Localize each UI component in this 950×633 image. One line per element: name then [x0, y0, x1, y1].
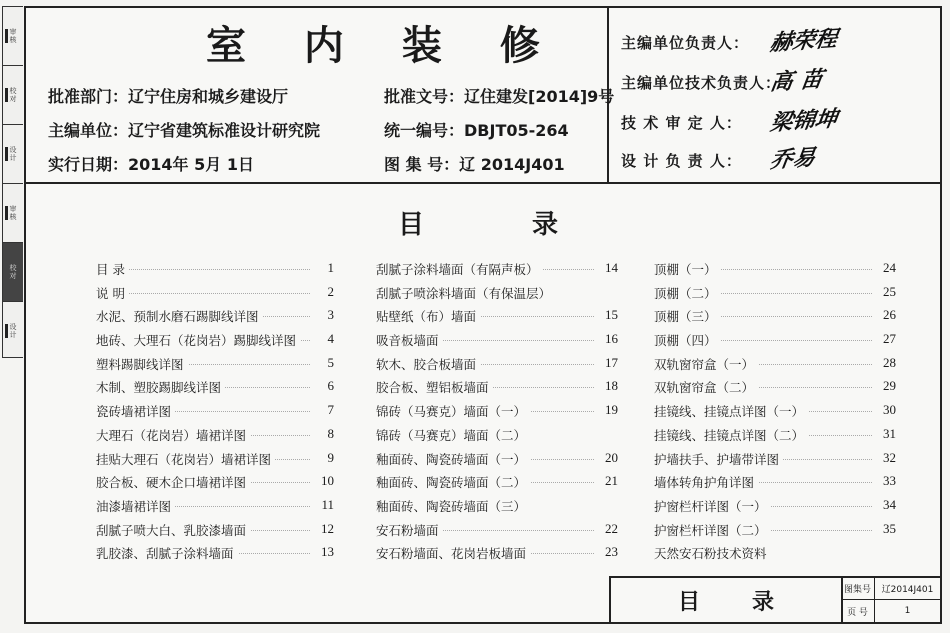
- unified-code: 统一编号：DBJT05-264: [384, 121, 569, 140]
- toc-entry-label: 锦砖（马赛克）墙面（一）: [376, 402, 530, 420]
- toc-entry[interactable]: [376, 544, 618, 568]
- toc-entry[interactable]: [96, 260, 334, 284]
- toc-entry-label: 大理石（花岗岩）墙裙详图: [96, 426, 250, 444]
- toc-entry-page: 6: [327, 378, 334, 394]
- toc-entry-label: 地砖、大理石（花岗岩）踢脚线详图: [96, 331, 300, 349]
- binding-strip: [2, 6, 23, 358]
- toc-entry[interactable]: [654, 331, 896, 355]
- document-title: 室 内 装 修: [206, 22, 562, 69]
- toc-entry-label: 目 录: [96, 260, 129, 278]
- toc-entry[interactable]: [654, 521, 896, 545]
- toc-entry[interactable]: [654, 402, 896, 426]
- toc-entry-page: 23: [605, 544, 618, 560]
- toc-entry-page: 17: [605, 354, 618, 370]
- toc-entry[interactable]: [96, 544, 334, 568]
- toc-entry[interactable]: [96, 426, 334, 450]
- toc-entry[interactable]: [654, 284, 896, 308]
- toc-column-2: [376, 260, 618, 568]
- toc-entry-page: 4: [327, 331, 334, 347]
- toc-entry-page: 22: [605, 520, 618, 536]
- toc-entry[interactable]: [96, 473, 334, 497]
- toc-entry[interactable]: [376, 450, 618, 474]
- toc-entry-page: 35: [883, 520, 896, 536]
- sidebar-cell: 设计: [3, 302, 23, 360]
- toc-entry[interactable]: [654, 307, 896, 331]
- toc-entry-label: 水泥、预制水磨石踢脚线详图: [96, 307, 263, 325]
- toc-entry[interactable]: [96, 284, 334, 308]
- toc-entry-label: 吸音板墙面: [376, 331, 443, 349]
- toc-entry-page: 34: [883, 496, 896, 512]
- toc-entry-page: 28: [883, 354, 896, 370]
- toc-entry-page: 15: [605, 307, 618, 323]
- toc-entry-label: 天然安石粉技术资料: [654, 544, 771, 562]
- toc-entry[interactable]: [376, 426, 618, 450]
- toc-entry-label: 胶合板、塑铝板墙面: [376, 378, 493, 396]
- handwritten-signature: 高 苗: [768, 66, 825, 96]
- toc-entry-label: 贴壁纸（布）墙面: [376, 307, 480, 325]
- toc-entry[interactable]: [96, 521, 334, 545]
- handwritten-signature: 梁锦坤: [768, 105, 840, 137]
- toc-entry-label: 顶棚（四）: [654, 331, 721, 349]
- sidebar-cell: 校对: [3, 243, 23, 302]
- toc-entry[interactable]: [96, 378, 334, 402]
- approval-header: [26, 8, 615, 184]
- toc-entry[interactable]: [376, 497, 618, 521]
- toc-entry-page: 31: [883, 425, 896, 441]
- toc-entry-label: 胶合板、硬木企口墙裙详图: [96, 473, 250, 491]
- toc-entry-page: 25: [883, 283, 896, 299]
- signature-row: 技 术 审 定 人： 梁锦坤: [621, 104, 837, 135]
- signature-row: 主编单位技术负责人：高 苗: [621, 64, 823, 95]
- toc-entry-page: 11: [321, 496, 334, 512]
- toc-entry-page: 20: [605, 449, 618, 465]
- toc-entry-page: 32: [883, 449, 896, 465]
- toc-entry[interactable]: [376, 355, 618, 379]
- toc-column-1: [96, 260, 334, 568]
- toc-entry-label: 安石粉墙面: [376, 521, 443, 539]
- toc-entry-page: 21: [605, 473, 618, 489]
- handwritten-signature: 乔易: [768, 144, 817, 174]
- toc-entry[interactable]: [376, 402, 618, 426]
- toc-entry-label: 顶棚（一）: [654, 260, 721, 278]
- toc-entry-page: 2: [327, 283, 334, 299]
- toc-entry[interactable]: [654, 497, 896, 521]
- toc-entry-page: 1: [327, 260, 334, 275]
- approval-doc-number: 批准文号：辽住建发[2014]9号: [384, 87, 615, 106]
- toc-entry[interactable]: [96, 450, 334, 474]
- toc-entry-page: 29: [883, 378, 896, 394]
- toc-entry[interactable]: [96, 355, 334, 379]
- effective-date: 实行日期：2014年 5月 1日: [48, 155, 254, 174]
- toc-entry[interactable]: [376, 307, 618, 331]
- sidebar-cell: 设计: [3, 125, 23, 184]
- atlas-value-cell: 辽2014J401: [875, 578, 940, 600]
- toc-entry[interactable]: [376, 473, 618, 497]
- toc-entry-label: 乳胶漆、刮腻子涂料墙面: [96, 544, 238, 562]
- toc-entry[interactable]: [96, 331, 334, 355]
- toc-entry[interactable]: [376, 284, 618, 308]
- toc-entry-label: 软木、胶合板墙面: [376, 355, 480, 373]
- toc-entry-page: 14: [605, 260, 618, 275]
- toc-entry-page: 30: [883, 402, 896, 418]
- toc-entry-label: 刮腻子喷大白、乳胶漆墙面: [96, 521, 250, 539]
- toc-entry[interactable]: [96, 497, 334, 521]
- toc-entry-label: 墙体转角护角详图: [654, 473, 758, 491]
- toc-entry-label: 瓷砖墙裙详图: [96, 402, 175, 420]
- toc-entry[interactable]: [376, 331, 618, 355]
- toc-heading: 目 录: [398, 210, 559, 240]
- toc-column-3: [654, 260, 896, 568]
- toc-entry-label: 釉面砖、陶瓷砖墙面（三）: [376, 497, 530, 515]
- toc-entry-label: 锦砖（马赛克）墙面（二）: [376, 426, 530, 444]
- toc-entry[interactable]: [376, 260, 618, 284]
- toc-entry-label: 釉面砖、陶瓷砖墙面（一）: [376, 450, 530, 468]
- toc-entry-page: 7: [327, 402, 334, 418]
- toc-entry-page: 18: [605, 378, 618, 394]
- toc-entry-label: 木制、塑胶踢脚线详图: [96, 378, 225, 396]
- toc-entry-page: 9: [327, 449, 334, 465]
- sidebar-cell: 校对: [3, 66, 23, 125]
- toc-entry-label: 双轨窗帘盒（一）: [654, 355, 758, 373]
- sidebar-cell: 审核: [3, 184, 23, 243]
- atlas-label-cell: 图集号: [841, 578, 875, 600]
- toc-entry-page: 13: [321, 544, 334, 560]
- toc-entry-page: 10: [321, 473, 334, 489]
- page-value-cell: 1: [904, 606, 911, 616]
- toc-entry-page: 19: [605, 402, 618, 418]
- toc-entry-page: 16: [605, 331, 618, 347]
- toc-entry-label: 护窗栏杆详图（二）: [654, 521, 771, 539]
- toc-entry-page: 3: [327, 307, 334, 323]
- toc-entry-page: 24: [883, 260, 896, 275]
- toc-entry-label: 双轨窗帘盒（二）: [654, 378, 758, 396]
- toc-entry-label: 顶棚（三）: [654, 307, 721, 325]
- title-block-name: 目 录: [611, 578, 843, 622]
- toc-entry-label: 挂镜线、挂镜点详图（一）: [654, 402, 808, 420]
- signature-row: 设 计 负 责 人： 乔易: [621, 142, 815, 173]
- toc-entry-label: 顶棚（二）: [654, 284, 721, 302]
- toc-entry-page: 26: [883, 307, 896, 323]
- toc-entry-label: 挂贴大理石（花岗岩）墙裙详图: [96, 450, 275, 468]
- toc-entry-label: 说 明: [96, 284, 129, 302]
- toc-entry-label: 刮腻子喷涂料墙面（有保温层）: [376, 284, 555, 302]
- toc-entry-label: 釉面砖、陶瓷砖墙面（二）: [376, 473, 530, 491]
- toc-entry[interactable]: [654, 473, 896, 497]
- drawing-sheet: [24, 6, 942, 624]
- toc-entry[interactable]: [96, 402, 334, 426]
- toc-entry-label: 安石粉墙面、花岗岩板墙面: [376, 544, 530, 562]
- toc-entry-page: 33: [883, 473, 896, 489]
- signature-block: [609, 8, 940, 184]
- toc-entry[interactable]: [376, 521, 618, 545]
- toc-entry-label: 刮腻子涂料墙面（有隔声板）: [376, 260, 543, 278]
- title-block: [609, 576, 940, 622]
- toc-entry-label: 护窗栏杆详图（一）: [654, 497, 771, 515]
- toc-entry-label: 塑料踢脚线详图: [96, 355, 188, 373]
- toc-entry[interactable]: [654, 426, 896, 450]
- approval-dept: 批准部门：辽宁住房和城乡建设厅: [48, 87, 289, 106]
- toc-entry[interactable]: [376, 378, 618, 402]
- editor-unit: 主编单位：辽宁省建筑标准设计研究院: [48, 121, 321, 140]
- page-label-cell: 页 号: [841, 600, 875, 622]
- sidebar-cell: 审核: [3, 7, 23, 66]
- toc-entry[interactable]: [654, 450, 896, 474]
- toc-entry-page: 27: [883, 331, 896, 347]
- handwritten-signature: 赫荣程: [768, 25, 840, 57]
- toc-entry-page: 8: [327, 425, 334, 441]
- toc-entry[interactable]: [96, 307, 334, 331]
- toc-entry-label: 护墙扶手、护墙带详图: [654, 450, 783, 468]
- atlas-number: 图 集 号：辽 2014J401: [384, 155, 565, 174]
- toc-entry[interactable]: [654, 544, 896, 568]
- toc-entry-page: 12: [321, 520, 334, 536]
- toc-entry[interactable]: [654, 260, 896, 284]
- toc-entry[interactable]: [654, 378, 896, 402]
- toc-entry-label: 挂镜线、挂镜点详图（二）: [654, 426, 808, 444]
- toc-entry-label: 油漆墙裙详图: [96, 497, 175, 515]
- toc-entry[interactable]: [654, 355, 896, 379]
- signature-row: 主编单位负责人： 赫荣程: [621, 24, 837, 55]
- toc-entry-page: 5: [327, 354, 334, 370]
